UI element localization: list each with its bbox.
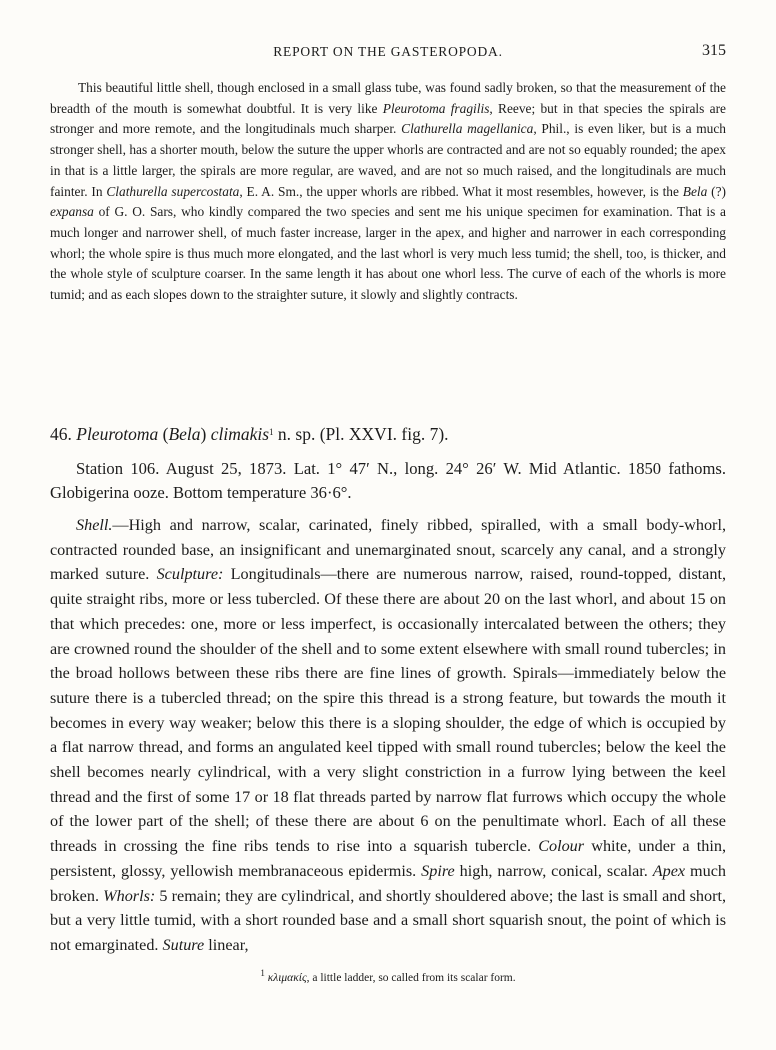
paren: ( (158, 424, 169, 444)
footnote-reference: 1 (269, 427, 274, 437)
intro-text: , Phil., is even liker, but is a much stronger shell, has a shorter mouth, below the suture the upper whorls are contracted and are not so equably rounded; the apex in that is a little larger, the spirals are more regular, are waved, and are not so much raised, and the longitudinals are much fainter. In (50, 121, 727, 199)
species-name: Clathurella supercostata (106, 183, 240, 199)
description-text: linear, (204, 935, 249, 954)
section-label: Apex (652, 861, 686, 880)
greek-word: κλιμακίς (267, 972, 307, 984)
page-header (0, 44, 776, 68)
species-heading-rest: n. sp. (Pl. XXVI. fig. 7). (273, 424, 449, 444)
description-text: 5 remain; they are cylindrical, and shortly shouldered above; the last is small and short, but a very little tumid, with a short rounded base and a small short squarish snout, the point of which is not emarginated. (50, 886, 726, 954)
running-title: REPORT ON THE GASTEROPODA. (273, 44, 503, 59)
species-name: Clathurella magellanica (401, 121, 534, 137)
intro-text: of G. O. Sars, who kindly compared the two species and sent me his unique specimen for examination. That is a much longer and narrower shell, of much faster increase, larger in the apex, and higher and narrower in each corresponding whorl; the whole spire is thus much more elongated, and the last whorl is very much less tumid; the shell, too, is thicker, and the whole style of sculpture coarser. In the same length it has about one whorl less. The curve of each of the whorls is more tumid; and as each slopes down to the straighter suture, it slowly and slightly contracts. (50, 204, 726, 303)
intro-paragraph (50, 78, 726, 306)
station-paragraph: Station 106. August 25, 1873. Lat. 1° 47′ N., long. 24° 26′ W. Mid Atlantic. 1850 fathoms. Globigerina ooze. Bottom temperature 36·6°. (50, 459, 726, 502)
section-label: Whorls: (103, 886, 156, 905)
page-number: 315 (702, 42, 726, 59)
genus-name: Pleurotoma (76, 424, 159, 444)
footnote (0, 968, 776, 984)
intro-text: , Reeve; but in that species the spirals are stronger and more remote, and the longitudinals much sharper. (50, 100, 726, 137)
section-label: Sculpture: (156, 565, 224, 584)
intro-text: (?) (707, 183, 726, 199)
species-name: Pleurotoma fragilis (382, 100, 490, 116)
description-paragraph (50, 513, 726, 958)
description-text: —High and narrow, scalar, carinated, finely ribbed, spiralled, with a small body-whorl, contracted rounded base, an insignificant and unemarginated snout, scarcely any canal, and a strongly marked suture. (50, 516, 726, 584)
section-label: Colour (538, 837, 585, 856)
footnote-marker: 1 (260, 968, 265, 978)
description-text: Longitudinals—there are numerous narrow, raised, round-topped, distant, quite straight ribs, more or less tubercled. Of these there are about 20 on the last whorl, and about 15 on that which precedes: one, more or less imperfect, is occasionally intercalated between the others; they are crowned round the shoulder of the shell and to some extent elsewhere with small round tubercles; in the broad hollows between these ribs there are fine lines of growth. Spirals—immediately below the suture there is a tubercled thread; on the spire this thread is a strong feature, but towards the mouth it becomes in every way weaker; below this there is a sloping shoulder, the edge of which is occupied by a flat narrow thread, and forms an angulated keel tipped with small round tubercles; below the keel the shell becomes nearly cylindrical, with a very slight constriction in a furrow lying between the keel thread and the first of some 17 or 18 flat threads parted by narrow flat furrows which occupy the whole of the lower part of the shell; of these there are about 6 on the penultimate whorl. Each of all these threads in crossing the fine ribs tends to rise into a squarish tubercle. (50, 565, 726, 856)
genus-name: Bela (682, 183, 708, 199)
footnote-text: , a little ladder, so called from its scalar form. (306, 972, 516, 984)
section-label: Shell. (76, 516, 113, 534)
description-text: high, narrow, conical, scalar. (454, 861, 653, 880)
intro-text: This beautiful little shell, though enclosed in a small glass tube, was found sadly broken, so that the measurement of the breadth of the mouth is somewhat doubtful. It is very like (50, 80, 726, 116)
subgenus-name: Bela (168, 424, 201, 444)
species-number: 46. (50, 424, 77, 444)
species-name: expansa (50, 204, 94, 220)
description-text: much broken. (50, 861, 726, 905)
section-label: Spire (421, 861, 455, 880)
paren: ) (200, 424, 211, 444)
intro-text: , E. A. Sm., the upper whorls are ribbed. What it most resembles, however, is the (239, 183, 683, 199)
description-text: white, under a thin, persistent, glossy, yellowish membranaceous epidermis. (50, 837, 727, 880)
species-epithet: climakis (210, 424, 270, 444)
section-label: Suture (162, 935, 205, 954)
species-heading (50, 422, 726, 446)
